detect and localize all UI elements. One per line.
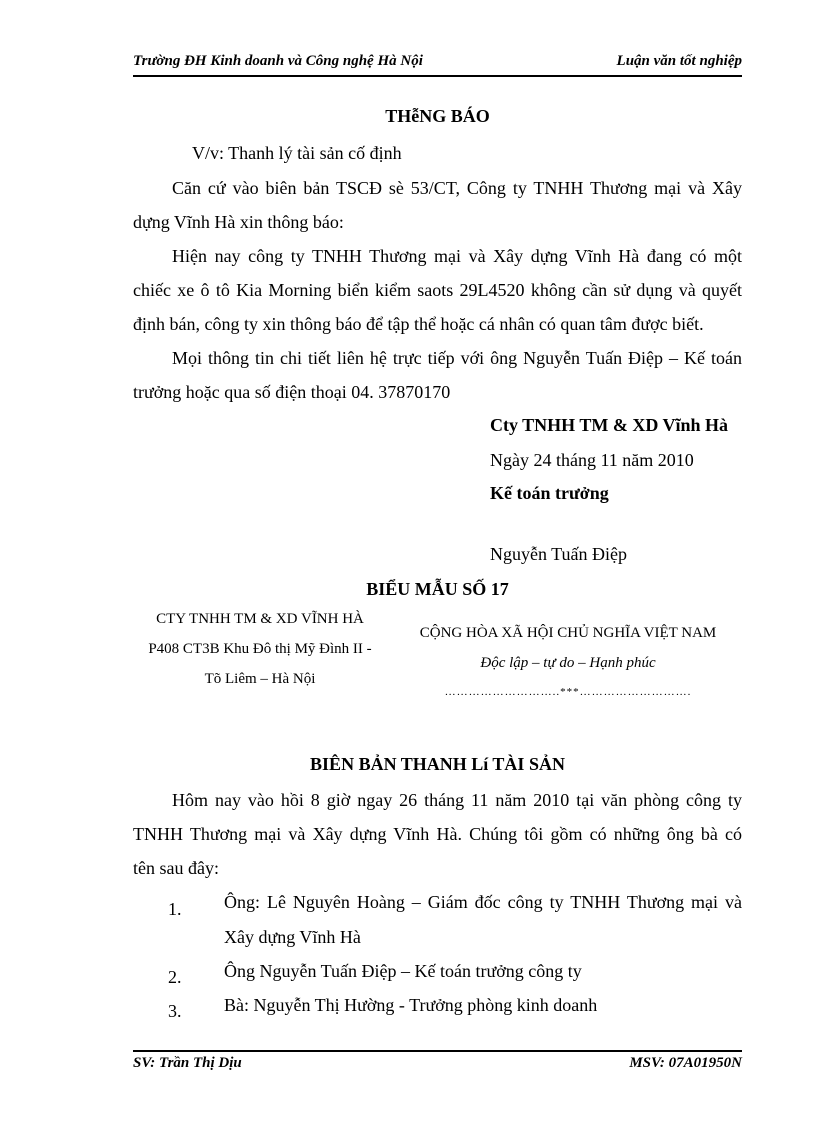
member-3-line1: Bà: Nguyễn Thị Hường - Trưởng phòng kinh doanh (224, 995, 598, 1015)
member-2-line1: Ông Nguyễn Tuấn Điệp – Kế toán trưởng công ty (224, 961, 582, 981)
company-name: CTY TNHH TM & XD VĨNH HÀ (156, 611, 364, 627)
notice-p3-line2: trưởng hoặc qua số điện thoại 04. 37870170 (133, 382, 451, 402)
republic-name: CỘNG HÒA XÃ HỘI CHỦ NGHĨA VIỆT NAM (419, 625, 717, 641)
notice-p1-line1: Căn cứ vào biên bản TSCĐ sè 53/CT, Công ty TNHH Thương mại và Xây (172, 178, 742, 198)
company-address-line1: P408 CT3B Khu Đô thị Mỹ Đình II - (148, 641, 372, 657)
member-1-line1: Ông: Lê Nguyên Hoàng – Giám đốc công ty TNHH Thương mại và (224, 892, 742, 912)
page-footer (133, 1050, 742, 1077)
member-number: 3. (168, 1001, 182, 1021)
minutes-title: BIÊN BẢN THANH Lí TÀI SẢN (310, 754, 565, 774)
signature-company: Cty TNHH TM & XD Vĩnh Hà (490, 415, 729, 435)
notice-title: THễNG BÁO (385, 106, 490, 126)
notice-subject: V/v: Thanh lý tài sản cố định (192, 143, 402, 163)
minutes-intro-line2: TNHH Thương mại và Xây dựng Vĩnh Hà. Chúng tôi gồm có những ông bà có (133, 824, 742, 844)
notice-p3-line1: Mọi thông tin chi tiết liên hệ trực tiếp với ông Nguyễn Tuấn Điệp – Kế toán (172, 348, 742, 368)
notice-p2-line2: chiếc xe ô tô Kia Morning biển kiểm saots 29L4520 không cần sử dụng và quyết (133, 280, 742, 300)
company-address-line2: Tõ Liêm – Hà Nội (204, 671, 316, 687)
republic-separator: ………………………..***………………………. (444, 686, 692, 698)
notice-p2-line3: định bán, công ty xin thông báo để tập thể hoặc cá nhân có quan tâm được biết. (133, 314, 704, 334)
minutes-intro-line1: Hôm nay vào hồi 8 giờ ngay 26 tháng 11 năm 2010 tại văn phòng công ty (172, 790, 742, 810)
member-1-line2: Xây dựng Vĩnh Hà (224, 927, 361, 947)
form-title: BIỂU MẪU SỐ 17 (366, 579, 509, 599)
member-number: 2. (168, 967, 182, 987)
notice-p1-line2: dựng Vĩnh Hà xin thông báo: (133, 212, 344, 232)
signature-role: Kế toán trưởng (490, 483, 609, 503)
footer-student: SV: Trần Thị Dịu (133, 1055, 242, 1071)
notice-p2-line1: Hiện nay công ty TNHH Thương mại và Xây dựng Vĩnh Hà đang có một (172, 246, 742, 266)
minutes-intro-line3: tên sau đây: (133, 858, 219, 878)
page-header (133, 53, 742, 77)
member-number: 1. (168, 899, 182, 919)
signature-date: Ngày 24 tháng 11 năm 2010 (490, 450, 694, 470)
signature-name: Nguyễn Tuấn Điệp (490, 544, 628, 564)
footer-student-id: MSV: 07A01950N (629, 1055, 742, 1071)
header-doc-type: Luận văn tốt nghiệp (616, 53, 742, 69)
republic-motto: Độc lập – tự do – Hạnh phúc (480, 655, 656, 671)
header-school: Trường ĐH Kinh doanh và Công nghệ Hà Nội (133, 53, 423, 69)
